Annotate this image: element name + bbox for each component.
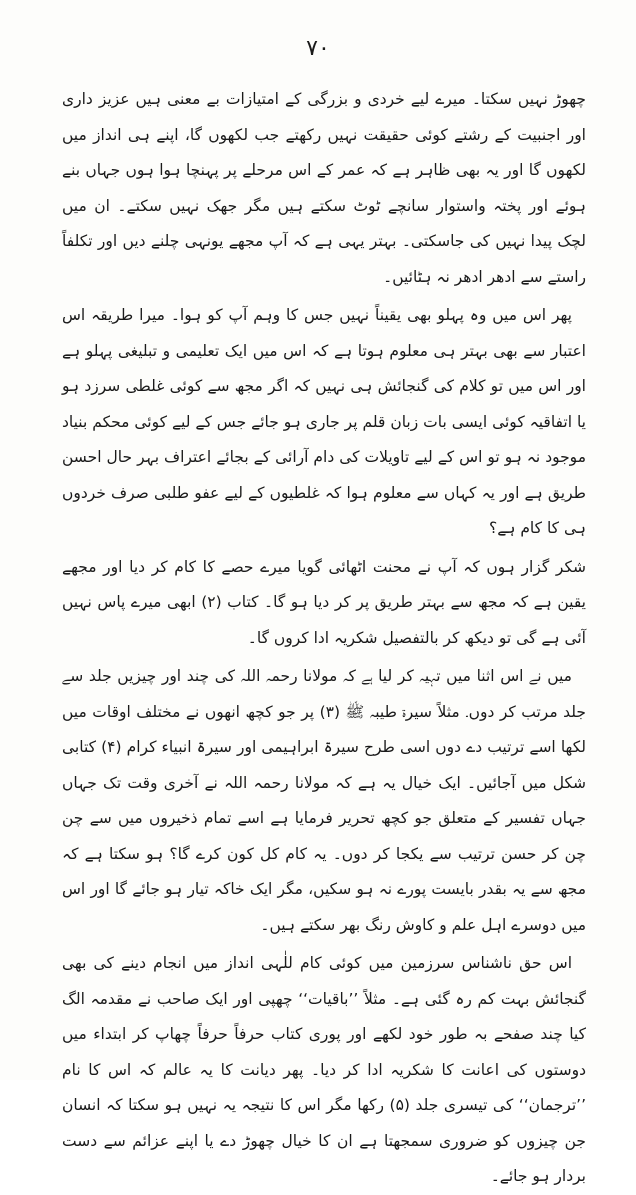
- paragraph-5: اس حق ناشناس سرزمین میں کوئی کام للٰہی انداز میں انجام دینے کی بھی گنجائش بہت کم رہ گئی ہے۔ مثلاً ’’باقیات‘‘ چھپی اور ایک صاحب نے مقدمہ الگ کیا چند صفحے بہ طور خود لکھے اور پوری کتاب حرفاً حرفاً چھاپ کر ابتداء میں دوستوں کی اعانت کا شکریہ ادا کر دیا۔ پھر دیانت کا یہ عالم کہ اس کا نام ’’ترجمان‘‘ کی تیسری جلد (۵) رکھا مگر اس کا نتیجہ یہ نہیں ہو سکتا کہ انسان جن چیزوں کو ضروری سمجھتا ہے ان کا خیال چھوڑ دے یا اپنے عزائم سے دست بردار ہو جائے۔: [62, 954, 586, 1185]
- paragraph-2: پھر اس میں وہ پہلو بھی یقیناً نہیں جس کا وہم آپ کو ہوا۔ میرا طریقہ اس اعتبار سے بھی بہتر ہی معلوم ہوتا ہے کہ اس میں ایک تعلیمی و تبلیغی پہلو ہے اور اس میں تو کلام کی گنجائش ہی نہیں کہ اگر مجھ سے کوئی غلطی سرزد ہو یا اتفاقیہ کوئی ایسی بات زبان قلم پر جاری ہو جائے جس کے لیے کوئی محکم بنیاد موجود نہ ہو تو اس کے لیے تاویلات کی دام آرائی کے بجائے اعتراف بہر حال احسن طریق ہے اور یہ کہاں سے معلوم ہوا کہ غلطیوں کے لیے عفو طلبی صرف خردوں ہی کا کام ہے؟: [62, 306, 586, 537]
- body-text: [62, 82, 586, 1195]
- paragraph-1: چھوڑ نہیں سکتا۔ میرے لیے خردی و بزرگی کے امتیازات بے معنی ہیں عزیز داری اور اجنبیت کے رشتے کوئی حقیقت نہیں رکھتے جب لکھوں گا، اپنے ہی انداز میں لکھوں گا اور یہ بھی ظاہر ہے کہ عمر کے اس مرحلے پر پہنچا ہوا ہوں جہاں بنے ہوئے اور پختہ واستوار سانچے ٹوٹ سکتے ہیں مگر جھک نہیں سکتے۔ ان میں لچک پیدا نہیں کی جاسکتی۔ بہتر یہی ہے کہ آپ مجھے یونہی چلنے دیں اور تکلفاً راستے سے ادھر ادھر نہ ہٹائیں۔: [62, 90, 586, 286]
- paragraph-3: شکر گزار ہوں کہ آپ نے محنت اٹھائی گویا میرے حصے کا کام کر دیا اور مجھے یقین ہے کہ مجھ سے بہتر طریق پر کر دیا ہو گا۔ کتاب (۲) ابھی میرے پاس نہیں آئی ہے گی تو دیکھ کر بالتفصیل شکریہ ادا کروں گا۔: [62, 557, 586, 647]
- paragraph-4: میں نے اس اثنا میں تہیہ کر لیا ہے کہ مولانا رحمہ اللہ کی چند اور چیزیں جلد سے جلد مرتب کر دوں۔ مثلاً سیرۃ طیبہ ﷺ (۳) پر جو کچھ انھوں نے مختلف اوقات میں لکھا اسے ترتیب دے دوں اسی طرح سیرۃ ابراہیمی اور سیرۃ انبیاء کرام (۴) کتابی شکل میں آجائیں۔ ایک خیال یہ ہے کہ مولانا رحمہ اللہ نے آخری وقت تک جہاں جہاں تفسیر کے متعلق جو کچھ تحریر فرمایا ہے اسے تمام ذخیروں میں سے چن چن کر حسن ترتیب سے یکجا کر دوں۔ یہ کام کل کون کرے گا؟ ہو سکتا ہے کہ مجھ سے یہ بقدر بایست پورے نہ ہو سکیں، مگر ایک خاکہ تیار ہو جائے گا اور اس میں دوسرے اہل علم و کاوش رنگ بھر سکتے ہیں۔: [62, 667, 586, 934]
- page-number: ۷۰: [306, 36, 330, 61]
